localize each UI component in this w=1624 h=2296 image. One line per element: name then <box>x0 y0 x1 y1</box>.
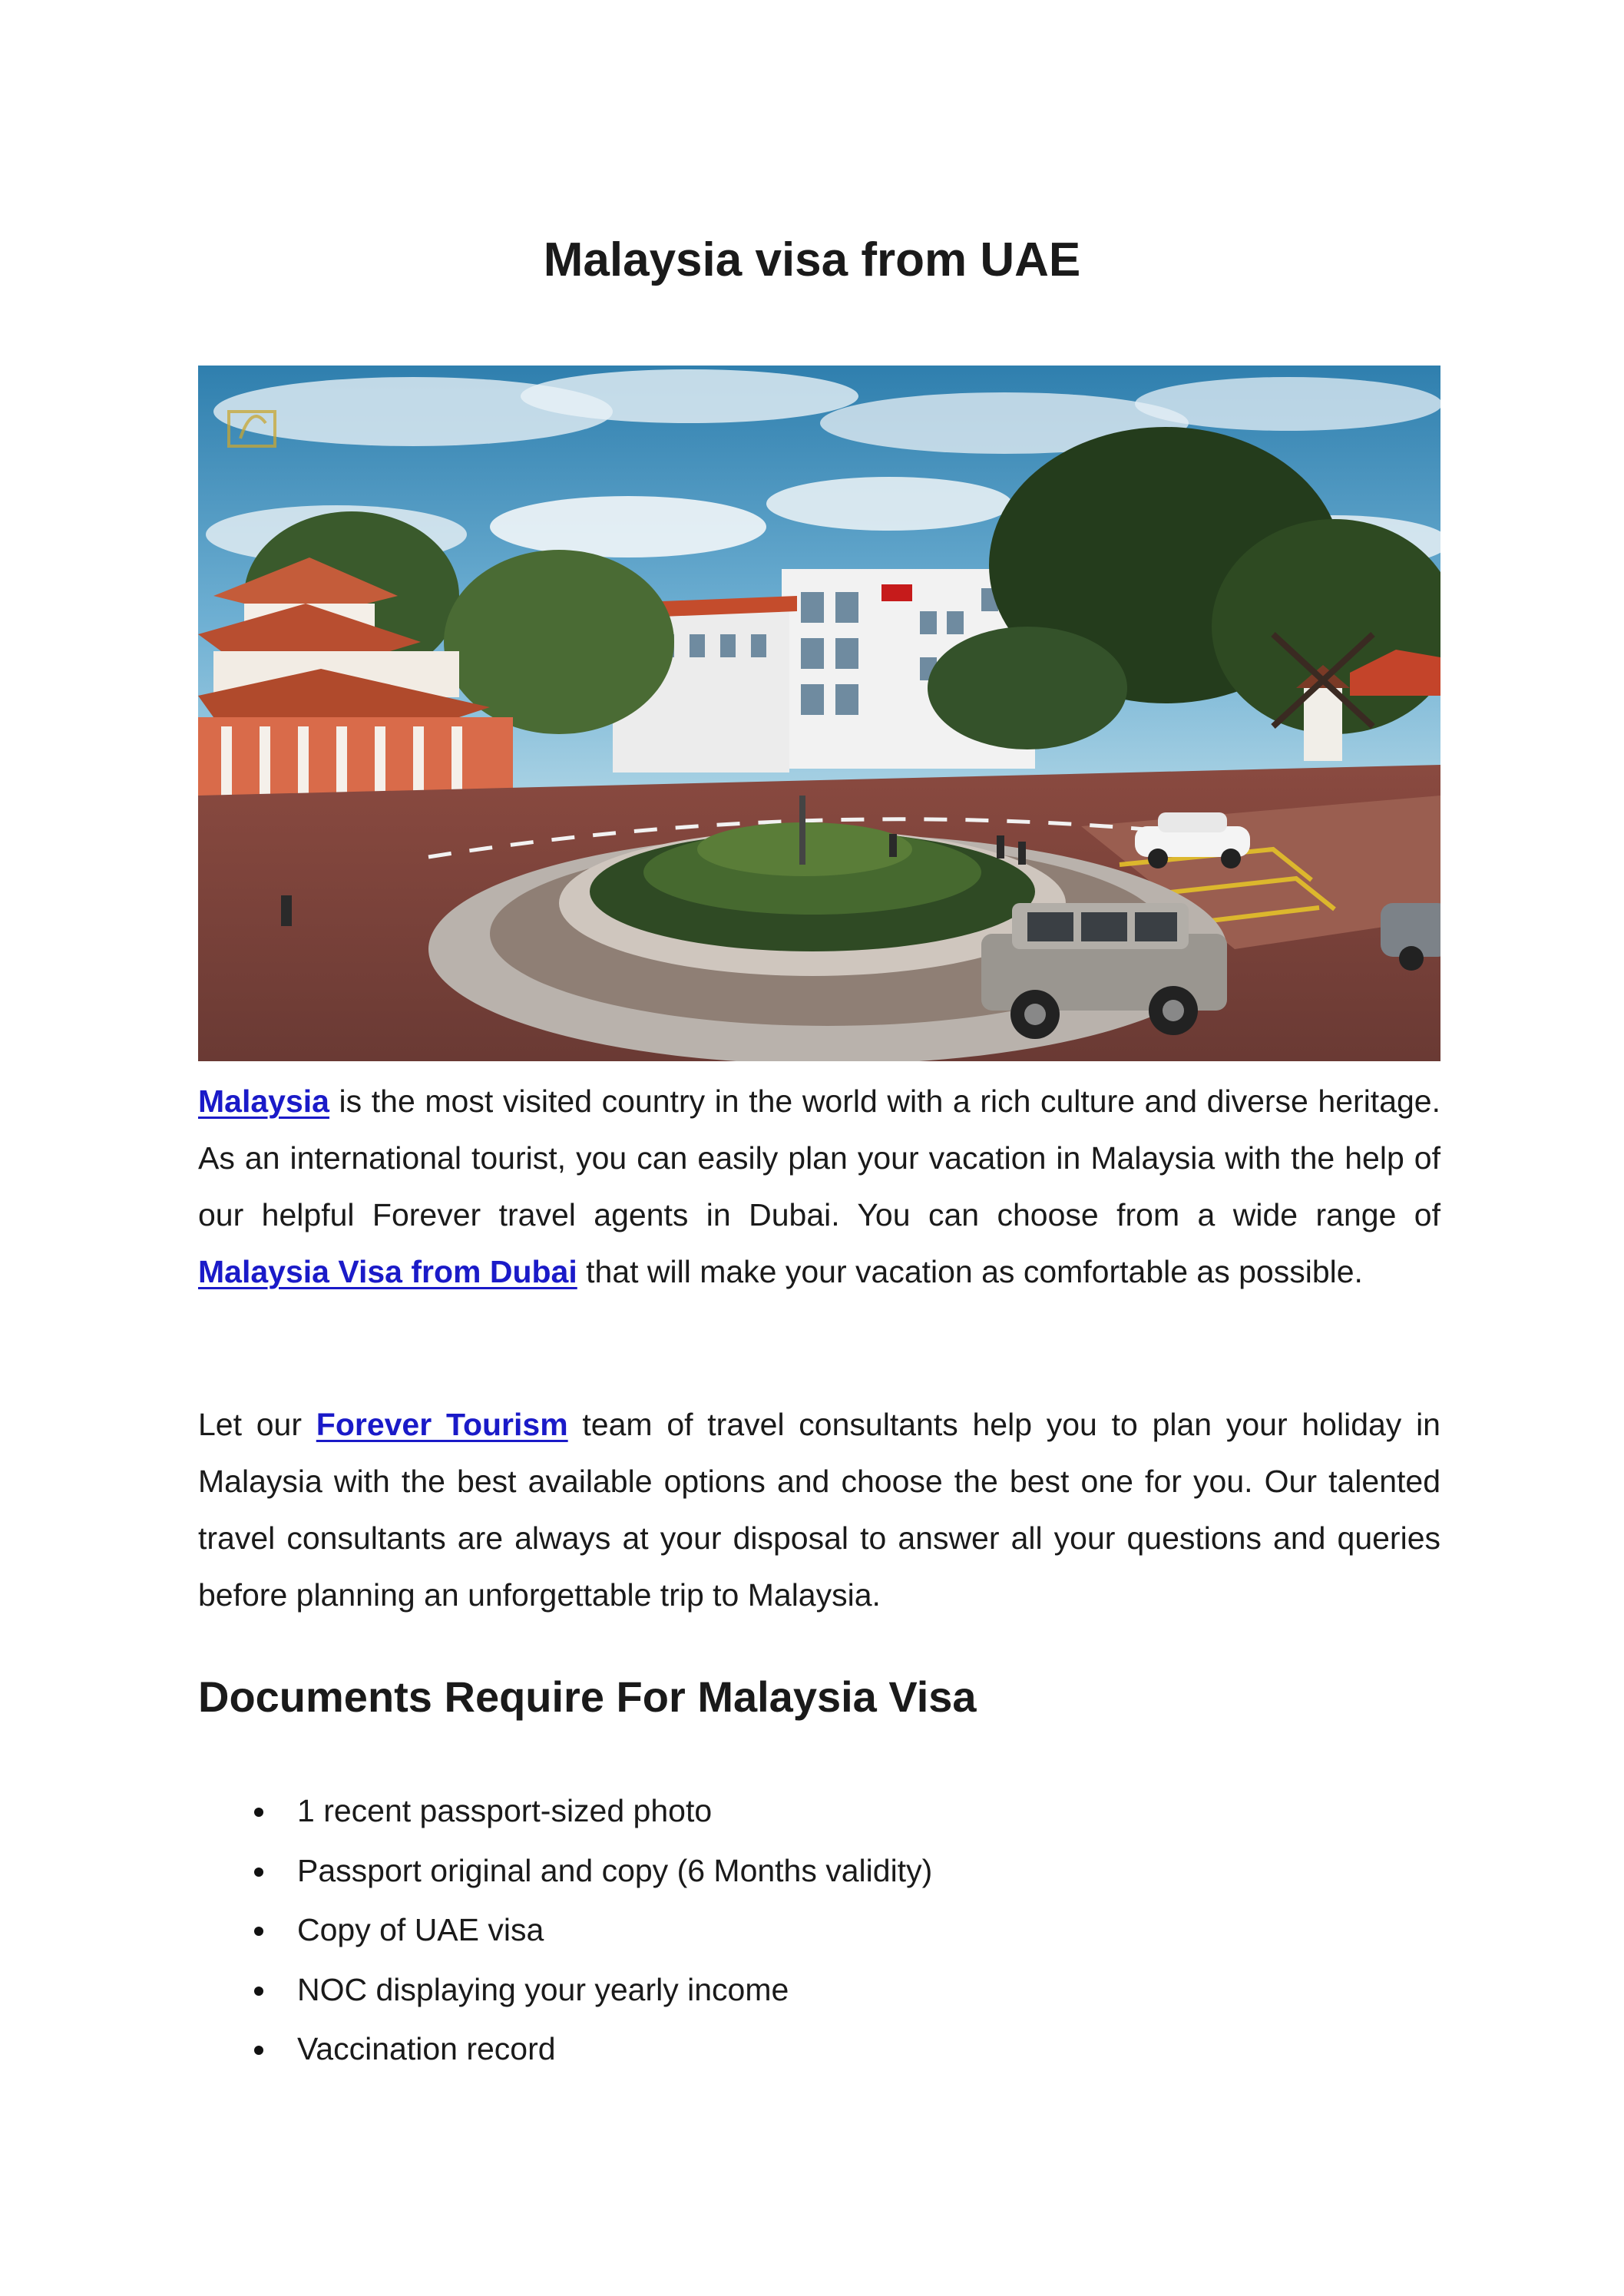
list-item-text: NOC displaying your yearly income <box>297 1971 789 2007</box>
bullet-icon <box>254 1987 263 1996</box>
list-item <box>198 1901 932 1960</box>
page-title: Malaysia visa from UAE <box>543 233 1081 286</box>
malaysia-link[interactable]: Malaysia <box>198 1083 329 1119</box>
list-item-text: Copy of UAE visa <box>297 1912 544 1947</box>
bullet-icon <box>254 1927 263 1936</box>
list-item <box>198 1960 932 2020</box>
intro-paragraph <box>198 1073 1440 1300</box>
hero-image <box>198 366 1440 1061</box>
bullet-icon <box>254 1808 263 1817</box>
bullet-icon <box>254 1868 263 1877</box>
list-item-text: Vaccination record <box>297 2031 556 2066</box>
consultants-text-1: Let our <box>198 1407 316 1442</box>
list-item-text: 1 recent passport-sized photo <box>297 1793 713 1828</box>
list-item <box>198 2020 932 2079</box>
intro-text-1: is the most visited country in the world with a rich culture and diverse heritage. As an international tourist, you can easily plan your vacation in Malaysia with the help of our helpful Forever travel agents in Dubai. You can choose from a wide range of <box>198 1083 1440 1232</box>
list-item <box>198 1841 932 1901</box>
documents-list <box>198 1782 932 2079</box>
list-item <box>198 1782 932 1841</box>
documents-heading: Documents Require For Malaysia Visa <box>198 1672 977 1721</box>
malaysia-visa-from-dubai-link[interactable]: Malaysia Visa from Dubai <box>198 1254 577 1289</box>
intro-text-2: that will make your vacation as comfortable as possible. <box>577 1254 1363 1289</box>
consultants-paragraph <box>198 1396 1440 1623</box>
bullet-icon <box>254 2046 263 2055</box>
consultants-text-2: team of travel consultants help you to plan your holiday in Malaysia with the best available options and choose the best one for you. Our talented travel consultants are always at your disposal to answer all your questions and queries before planning an unforgettable trip to Malaysia. <box>198 1407 1440 1613</box>
list-item-text: Passport original and copy (6 Months validity) <box>297 1852 933 1888</box>
forever-tourism-link[interactable]: Forever Tourism <box>316 1407 568 1442</box>
